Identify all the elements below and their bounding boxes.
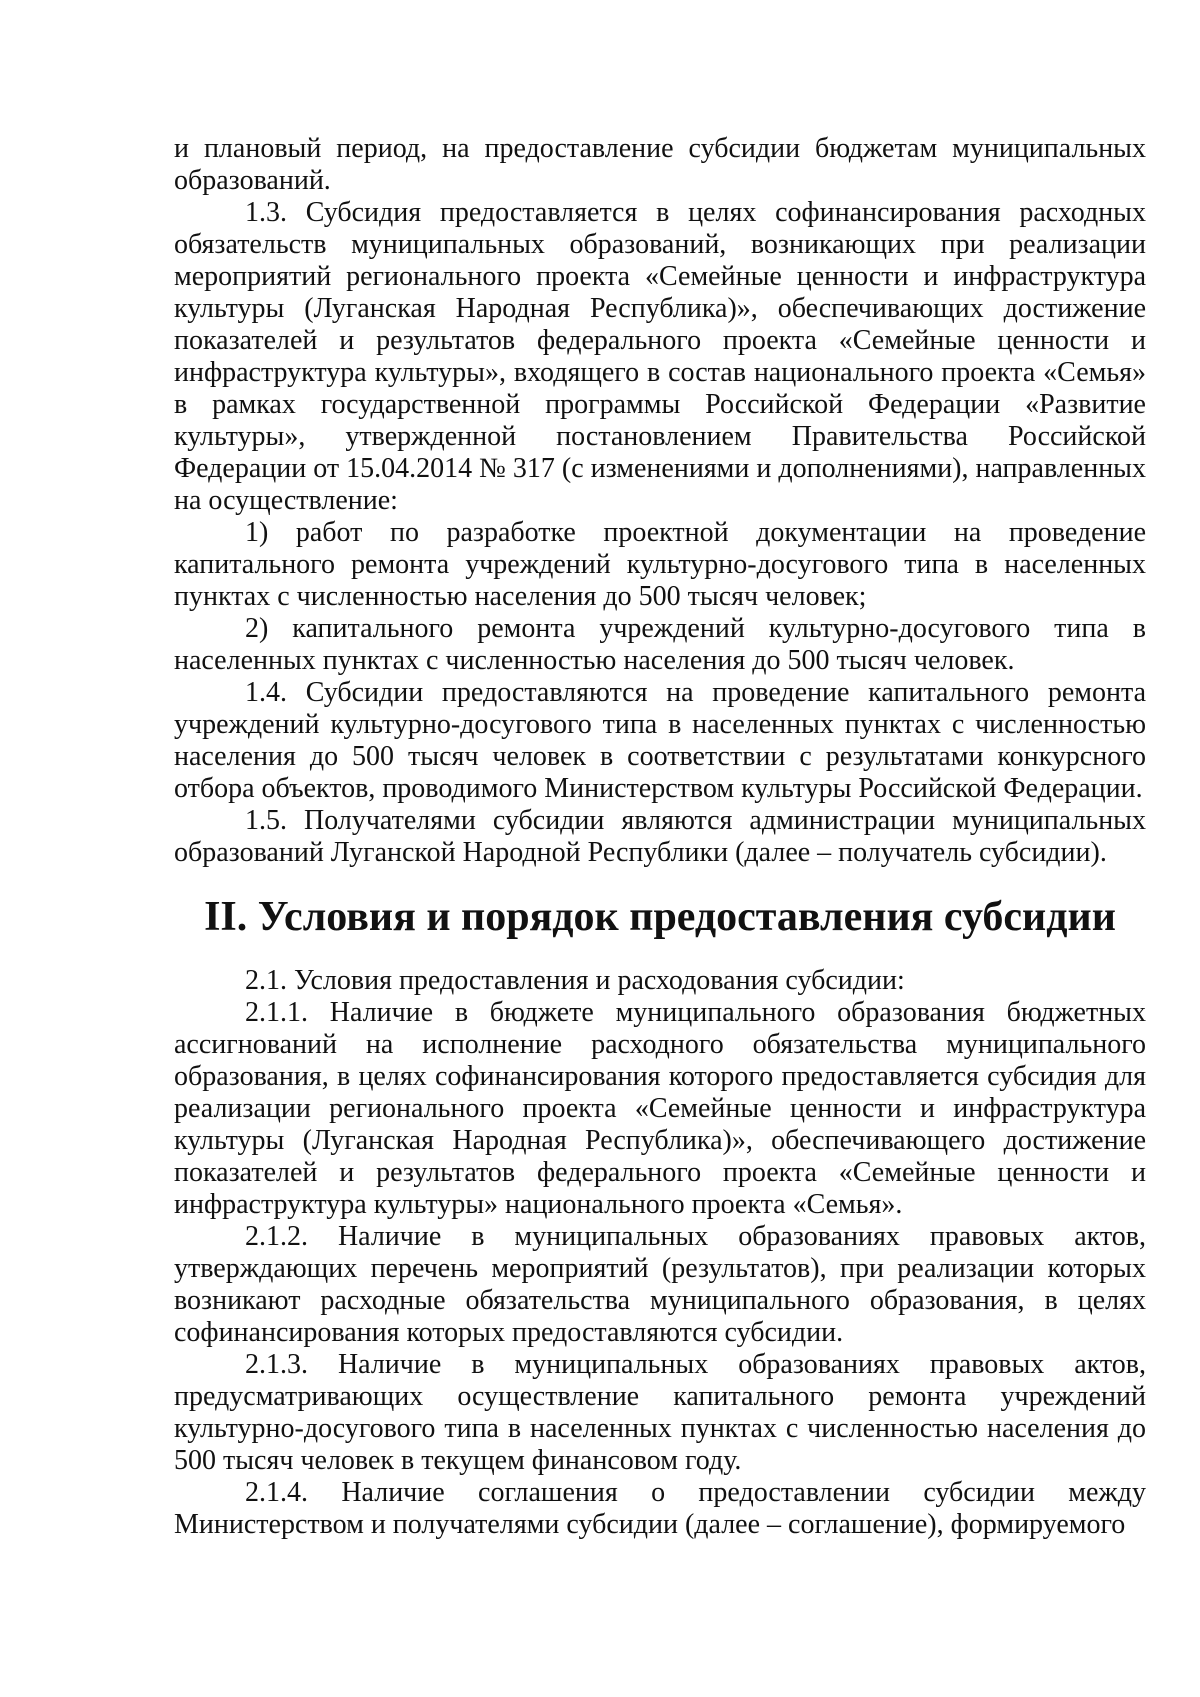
paragraph-1-5: 1.5. Получателями субсидии являются администрации муниципальных образований Луганской Народной Республики (далее – получатель субсидии). bbox=[174, 805, 1146, 868]
paragraph-2-1: 2.1. Условия предоставления и расходования субсидии: bbox=[245, 965, 905, 996]
paragraph-2-1-3: 2.1.3. Наличие в муниципальных образованиях правовых актов, предусматривающих осуществление капитального ремонта учреждений культурно-досугового типа в населенных пунктах с численностью населения до 500 тысяч человек в текущем финансовом году. bbox=[174, 1349, 1146, 1476]
paragraph-1-3: 1.3. Субсидия предоставляется в целях софинансирования расходных обязательств муниципальных образований, возникающих при реализации мероприятий регионального проекта «Семейные ценности и инфраструктура культуры (Луганская Народная Республика)», обеспечивающих достижение показателей и результатов федерального проекта «Семейные ценности и инфраструктура культуры», входящего в состав национального проекта «Семья» в рамках государственной программы Российской Федерации «Развитие культуры», утвержденной постановлением Правительства Российской Федерации от 15.04.2014 № 317 (с изменениями и дополнениями), направленных на осуществление: bbox=[174, 197, 1146, 516]
paragraph-continuation: и плановый период, на предоставление субсидии бюджетам муниципальных образований. bbox=[174, 133, 1146, 196]
paragraph-2-1-4: 2.1.4. Наличие соглашения о предоставлении субсидии между Министерством и получателями субсидии (далее – соглашение), формируемого bbox=[174, 1477, 1146, 1540]
paragraph-1-4: 1.4. Субсидии предоставляются на проведение капитального ремонта учреждений культурно-досугового типа в населенных пунктах с численностью населения до 500 тысяч человек в соответствии с результатами конкурсного отбора объектов, проводимого Министерством культуры Российской Федерации. bbox=[174, 677, 1146, 804]
paragraph-2-1-1: 2.1.1. Наличие в бюджете муниципального образования бюджетных ассигнований на исполнение расходного обязательства муниципального образования, в целях софинансирования которого предоставляется субсидия для реализации регионального проекта «Семейные ценности и инфраструктура культуры (Луганская Народная Республика)», обеспечивающего достижение показателей и результатов федерального проекта «Семейные ценности и инфраструктура культуры» национального проекта «Семья». bbox=[174, 997, 1146, 1220]
paragraph-1-3-item-1: 1) работ по разработке проектной документации на проведение капитального ремонта учреждений культурно-досугового типа в населенных пунктах с численностью населения до 500 тысяч человек; bbox=[174, 517, 1146, 612]
paragraph-2-1-2: 2.1.2. Наличие в муниципальных образованиях правовых актов, утверждающих перечень мероприятий (результатов), при реализации которых возникают расходные обязательства муниципального образования, в целях софинансирования которых предоставляются субсидии. bbox=[174, 1221, 1146, 1348]
section-heading: II. Условия и порядок предоставления субсидии bbox=[204, 894, 1116, 940]
paragraph-1-3-item-2: 2) капитального ремонта учреждений культурно-досугового типа в населенных пунктах с численностью населения до 500 тысяч человек. bbox=[174, 613, 1146, 676]
document-page bbox=[174, 133, 1146, 1541]
